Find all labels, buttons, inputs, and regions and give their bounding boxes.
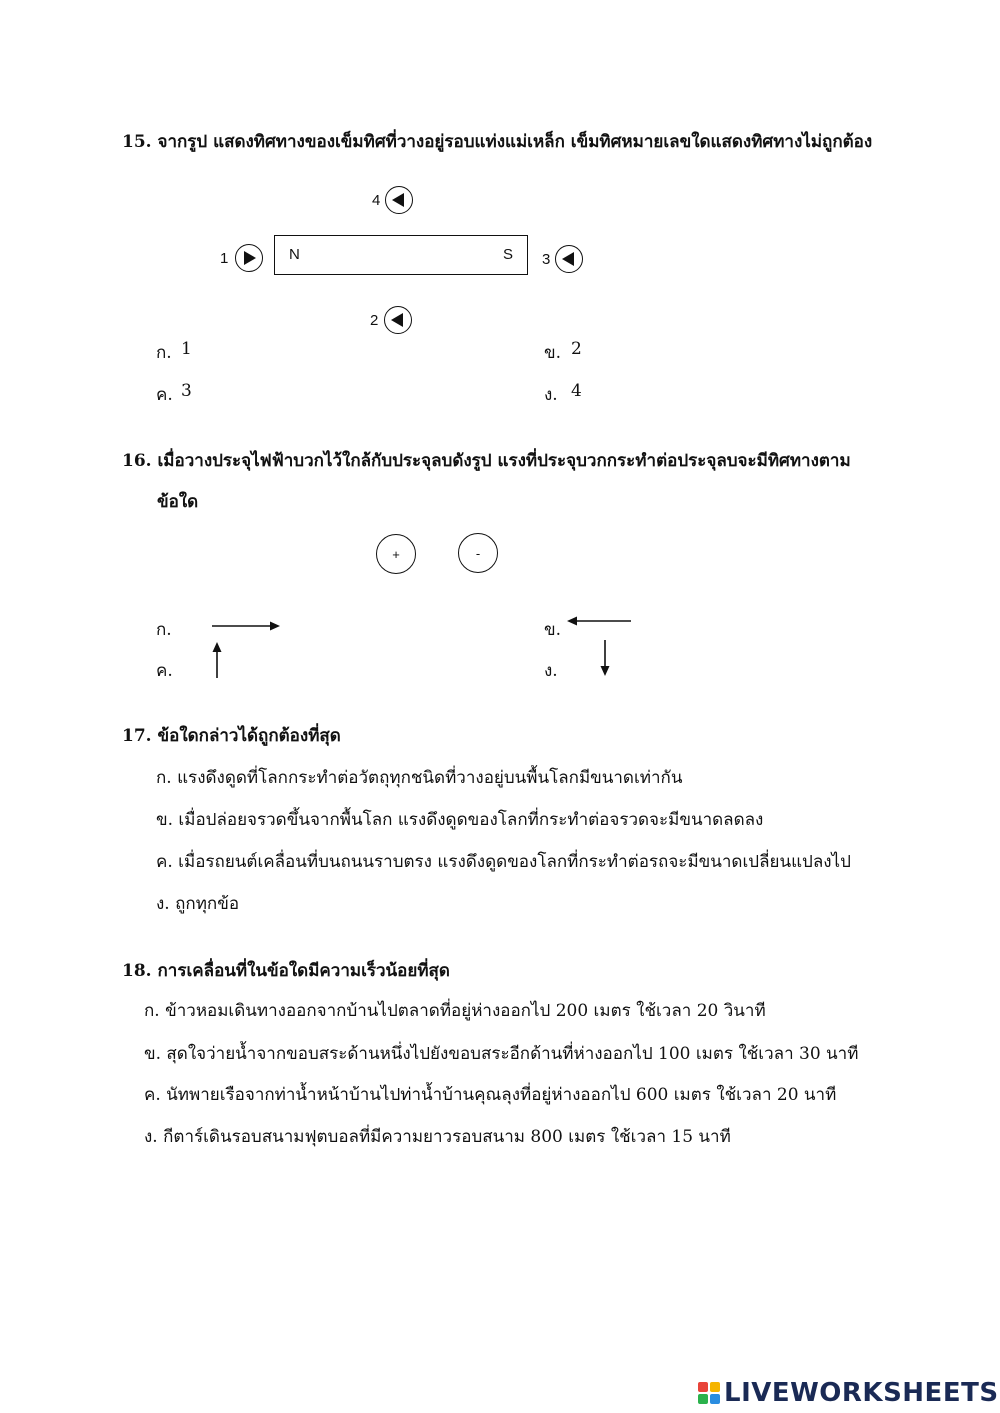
north-pole-label: N	[289, 246, 300, 263]
q18-question: 18. การเคลื่อนที่ในข้อใดมีความเร็วน้อยที่สุด	[122, 961, 450, 981]
q18-choice-c[interactable]: ค. นัทพายเรือจากท่าน้ำหน้าบ้านไปท่าน้ำบ้านคุณลุงที่อยู่ห่างออกไป 600 เมตร ใช้เวลา 20 นาที	[144, 1085, 837, 1105]
logo-square-red	[698, 1382, 708, 1392]
compass-2-number: 2	[370, 312, 379, 329]
q15-choice-a-letter: ก.	[156, 343, 172, 363]
left-arrow-icon	[556, 246, 582, 272]
compass-3	[555, 245, 583, 273]
q16-choice-a-letter: ก.	[156, 620, 172, 640]
down-arrow-icon[interactable]	[597, 638, 613, 678]
right-arrow-icon	[236, 245, 262, 271]
q16-choice-b-letter: ข.	[544, 620, 562, 640]
q16-question-line2: ข้อใด	[157, 492, 199, 512]
q18-choice-d[interactable]: ง. กีตาร์เดินรอบสนามฟุตบอลที่มีความยาวรอบสนาม 800 เมตร ใช้เวลา 15 นาที	[144, 1127, 731, 1147]
logo-text: LIVEWORKSHEETS	[724, 1378, 999, 1408]
q15-choice-b-letter: ข.	[544, 343, 562, 363]
q16-question-line1: 16. เมื่อวางประจุไฟฟ้าบวกไว้ใกล้กับประจุลบดังรูป แรงที่ประจุบวกกระทำต่อประจุลบจะมีทิศทางตาม	[122, 451, 851, 471]
compass-2	[384, 306, 412, 334]
q15-choice-d-text[interactable]: 4	[571, 381, 582, 401]
positive-charge: +	[376, 534, 416, 574]
logo-square-yellow	[710, 1382, 720, 1392]
compass-3-number: 3	[542, 251, 551, 268]
q15-choice-c-text[interactable]: 3	[181, 381, 192, 401]
q16-choice-c-letter: ค.	[156, 661, 173, 681]
q17-choice-c[interactable]: ค. เมื่อรถยนต์เคลื่อนที่บนถนนราบตรง แรงดึงดูดของโลกที่กระทำต่อรถจะมีขนาดเปลี่ยนแปลงไป	[156, 852, 851, 872]
compass-1-number: 1	[220, 250, 229, 267]
q17-choice-b[interactable]: ข. เมื่อปล่อยจรวดขึ้นจากพื้นโลก แรงดึงดูดของโลกที่กระทำต่อจรวดจะมีขนาดลดลง	[156, 810, 764, 830]
left-arrow-icon	[386, 187, 412, 213]
q15-choice-d-letter: ง.	[544, 385, 558, 405]
negative-charge: -	[458, 533, 498, 573]
q16-choice-d-letter: ง.	[544, 661, 558, 681]
q17-choice-a[interactable]: ก. แรงดึงดูดที่โลกกระทำต่อวัตถุทุกชนิดที่วางอยู่บนพื้นโลกมีขนาดเท่ากัน	[156, 768, 683, 788]
liveworksheets-logo	[698, 1378, 999, 1408]
south-pole-label: S	[502, 246, 513, 263]
q15-question: 15. จากรูป แสดงทิศทางของเข็มทิศที่วางอยู่รอบแท่งแม่เหล็ก เข็มทิศหมายเลขใดแสดงทิศทางไม่ถูกต้อง	[122, 132, 873, 152]
compass-4	[385, 186, 413, 214]
q17-question: 17. ข้อใดกล่าวได้ถูกต้องที่สุด	[122, 726, 341, 746]
logo-mark-icon	[698, 1382, 720, 1404]
q18-choice-a[interactable]: ก. ข้าวหอมเดินทางออกจากบ้านไปตลาดที่อยู่ห่างออกไป 200 เมตร ใช้เวลา 20 วินาที	[144, 1001, 766, 1021]
logo-square-blue	[710, 1394, 720, 1404]
q15-choice-c-letter: ค.	[156, 385, 173, 405]
logo-square-green	[698, 1394, 708, 1404]
compass-4-number: 4	[372, 192, 381, 209]
q15-choice-b-text[interactable]: 2	[571, 339, 582, 359]
bar-magnet	[274, 235, 528, 275]
q18-choice-b[interactable]: ข. สุดใจว่ายน้ำจากขอบสระด้านหนึ่งไปยังขอบสระอีกด้านที่ห่างออกไป 100 เมตร ใช้เวลา 30 นาที	[144, 1044, 859, 1064]
up-arrow-icon[interactable]	[209, 640, 225, 680]
left-arrow-icon[interactable]	[565, 613, 635, 629]
left-arrow-icon	[385, 307, 411, 333]
compass-1	[235, 244, 263, 272]
q15-choice-a-text[interactable]: 1	[181, 339, 192, 359]
q17-choice-d[interactable]: ง. ถูกทุกข้อ	[156, 894, 240, 914]
right-arrow-icon[interactable]	[210, 618, 282, 634]
